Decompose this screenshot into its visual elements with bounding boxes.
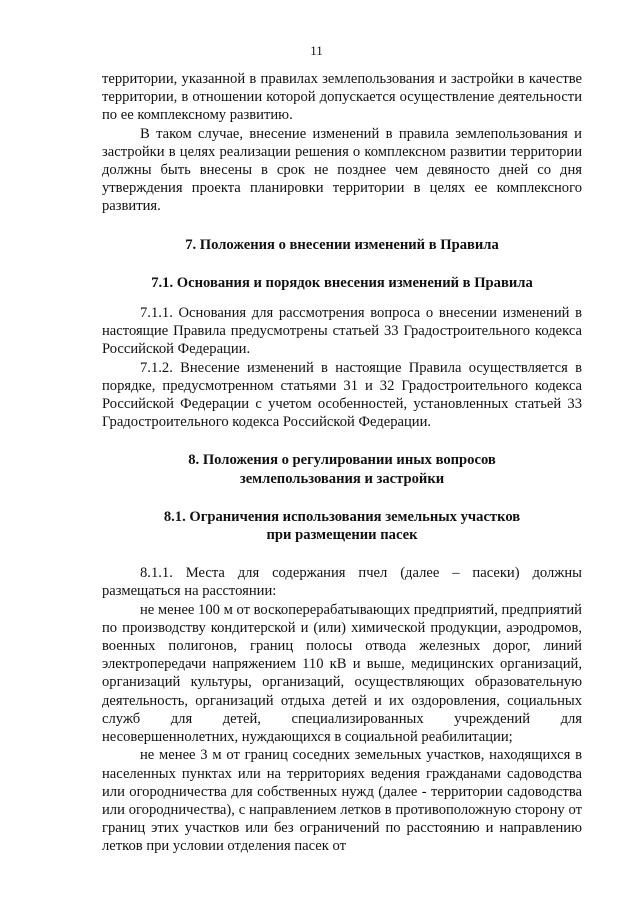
clause-7-1-1: 7.1.1. Основания для рассмотрения вопроса о внесении изменений в настоящие Правила предусмотрены статьей 33 Градостроительного кодекса Российской Федерации. — [102, 305, 582, 358]
section-8-heading-line2: землепользования и застройки — [239, 470, 445, 487]
clause-8-1-1-item-3m: не менее 3 м от границ соседних земельных участков, находящихся в населенных пунктах или на территориях ведения гражданами садоводства или огородничества для собственных нужд (далее - территории садоводства или огородничества), с направлением летков в противоположную сторону от границ этих участков или без ограничений по расстоянию и направлению летков при условии отделения пасек от — [102, 747, 582, 855]
clause-8-1-1: 8.1.1. Места для содержания пчел (далее – пасеки) должны размещаться на расстоянии: — [102, 565, 582, 600]
section-8-heading — [102, 451, 582, 487]
document-body — [102, 70, 582, 856]
clause-7-1-2: 7.1.2. Внесение изменений в настоящие Правила осуществляется в порядке, предусмотренном статьями 31 и 32 Градостроительного кодекса Российской Федерации с учетом особенностей, установленных статьей 33 Градостроительного кодекса Российской Федерации. — [102, 359, 582, 431]
section-8-1-heading — [102, 508, 582, 544]
section-8-heading-line1: 8. Положения о регулировании иных вопросов — [188, 452, 496, 469]
paragraph-amendment-deadline: В таком случае, внесение изменений в правила землепользования и застройки в целях реализации решения о комплексном развитии территории должны быть внесены в срок не позднее чем девяносто дней со дня утверждения проекта планировки территории в целях ее комплексного развития. — [102, 125, 582, 215]
section-8-1-heading-line2: при размещении пасек — [266, 527, 418, 544]
section-8-1-heading-line1: 8.1. Ограничения использования земельных участков — [163, 508, 521, 525]
section-7-1-heading: 7.1. Основания и порядок внесения изменений в Правила — [151, 274, 533, 291]
page-number: 11 — [310, 43, 323, 58]
clause-8-1-1-item-100m: не менее 100 м от воскоперерабатывающих предприятий, предприятий по производству кондитерской и (или) химической продукции, аэродромов, военных полигонов, границ полосы отвода железных дорог, линий электропередачи напряжением 110 кВ и выше, медицинских организаций, организаций культуры, организаций, осуществляющих образовательную деятельность, организаций отдыха детей и их оздоровления, социальных служб для детей, специализированных учреждений для несовершеннолетних, нуждающихся в социальной реабилитации; — [102, 601, 582, 746]
section-7-heading: 7. Положения о внесении изменений в Правила — [185, 236, 499, 253]
paragraph-continued: территории, указанной в правилах землепользования и застройки в качестве территории, в отношении которой допускается осуществление деятельности по ее комплексному развитию. — [102, 71, 582, 124]
